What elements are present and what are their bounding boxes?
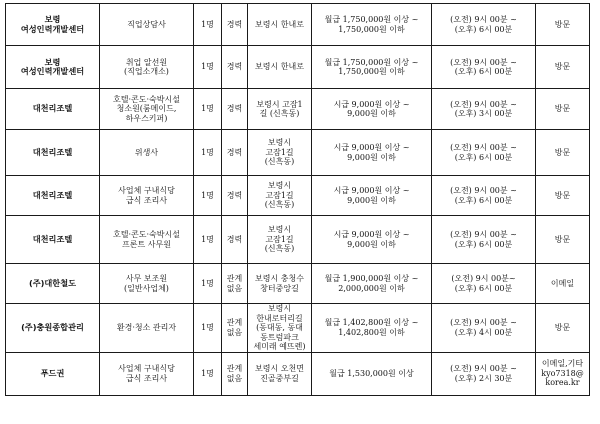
job-title-cell xyxy=(100,176,194,216)
location-cell-text: 길 (신흑동) xyxy=(259,109,300,118)
location-cell-text: (신흑동) xyxy=(264,200,295,210)
headcount-cell-text: 1명 xyxy=(201,147,214,157)
working-hours-cell-text: (오후) 3시 00분 xyxy=(454,109,513,118)
company-cell-text: 보령 xyxy=(44,56,61,67)
job-title-cell xyxy=(100,46,194,89)
company-cell-text: 푸드권 xyxy=(40,367,65,378)
headcount-cell-text: 1명 xyxy=(201,190,214,200)
pay-cell-text: 시급 9,000원 이상 ~ xyxy=(333,143,410,152)
pay-cell xyxy=(312,176,432,216)
location-cell-text: 보령시 xyxy=(267,181,292,191)
application-method-cell-text: 방문 xyxy=(554,62,571,72)
application-method-cell-text: 방문 xyxy=(554,19,571,29)
location-cell-text: (신흑동) xyxy=(264,244,295,254)
job-title-cell-text: 하우스키퍼) xyxy=(125,113,168,123)
job-title-cell-text: 호텔·콘도·숙박시설 xyxy=(113,230,180,239)
experience-cell xyxy=(222,176,248,216)
experience-cell-text: 관계 xyxy=(226,318,243,328)
job-title-cell-text: 환경·청소 관리자 xyxy=(116,323,177,332)
headcount-cell-text: 1명 xyxy=(201,278,214,288)
application-method-cell xyxy=(536,130,590,176)
experience-cell-text: 경력 xyxy=(226,147,243,157)
working-hours-cell-text: (오전) 9시 00분 ~ xyxy=(450,364,517,373)
experience-cell xyxy=(222,264,248,304)
working-hours-cell-text: (오후) 6시 00분 xyxy=(454,152,513,162)
table-row xyxy=(6,264,590,304)
location-cell-text: 보령시 오천면 xyxy=(255,364,304,373)
location-cell-text: 보령시 xyxy=(267,225,292,235)
pay-cell xyxy=(312,216,432,264)
pay-cell-text: 9,000원 이하 xyxy=(347,152,396,162)
location-cell-text: 창터중앙길 xyxy=(260,283,299,293)
table-row xyxy=(6,4,590,46)
job-title-cell-text: (직업소개소) xyxy=(124,67,169,76)
headcount-cell-text: 1명 xyxy=(201,19,214,29)
experience-cell xyxy=(222,352,248,395)
job-title-cell-text: 사무 보조원 xyxy=(125,274,168,283)
working-hours-cell xyxy=(432,130,536,176)
application-method-cell-text: 방문 xyxy=(554,234,571,244)
working-hours-cell-text: (오전) 9시 00분 ~ xyxy=(450,15,517,24)
experience-cell xyxy=(222,89,248,130)
company-cell-text: 대천리조텔 xyxy=(32,103,73,114)
company-cell-text: 대천리조텔 xyxy=(32,146,73,157)
location-cell-text: (신흑동) xyxy=(264,157,295,167)
headcount-cell xyxy=(194,304,222,353)
experience-cell-text: 없음 xyxy=(226,327,243,337)
working-hours-cell-text: (오전) 9시 00분 ~ xyxy=(450,57,517,67)
experience-cell-text: 경력 xyxy=(226,234,243,244)
experience-cell xyxy=(222,216,248,264)
company-cell-text: 여성인력개발센터 xyxy=(20,66,85,76)
pay-cell-text: 9,000원 이하 xyxy=(347,109,396,118)
job-title-cell-text: 취업 알선원 xyxy=(125,57,168,67)
working-hours-cell-text: (오후) 6시 00분 xyxy=(454,67,513,76)
company-cell-text: 여성인력개발센터 xyxy=(20,23,85,34)
pay-cell xyxy=(312,264,432,304)
working-hours-cell-text: (오전) 9시 00분 ~ xyxy=(450,99,517,109)
location-cell-text: (동대동, 동대 xyxy=(256,323,303,332)
working-hours-cell-text: (오후) 6시 00분 xyxy=(454,239,513,249)
company-cell xyxy=(6,89,100,130)
application-method-cell xyxy=(536,216,590,264)
table-row xyxy=(6,176,590,216)
location-cell xyxy=(248,176,312,216)
location-cell-text: 고잠1길 xyxy=(265,190,294,200)
pay-cell-text: 시급 9,000원 이상 ~ xyxy=(333,186,410,195)
working-hours-cell xyxy=(432,89,536,130)
working-hours-cell-text: (오후) 2시 30분 xyxy=(454,373,513,383)
job-title-cell-text: 청소원(룸메이드, xyxy=(116,104,177,114)
headcount-cell-text: 1명 xyxy=(201,234,214,244)
pay-cell-text: 9,000원 이하 xyxy=(347,239,396,249)
working-hours-cell xyxy=(432,46,536,89)
job-listing-table xyxy=(5,3,590,396)
application-method-cell xyxy=(536,4,590,46)
job-title-cell-text: 호텔·콘도·숙박시설 xyxy=(113,94,180,104)
pay-cell xyxy=(312,304,432,353)
location-cell xyxy=(248,4,312,46)
job-title-cell xyxy=(100,352,194,395)
working-hours-cell xyxy=(432,304,536,353)
location-cell-text: 보령시 고잠1 xyxy=(256,99,303,109)
location-cell xyxy=(248,46,312,89)
pay-cell-text: 1,402,800원 이하 xyxy=(338,327,405,337)
application-method-cell-text: kyo7318@ xyxy=(541,368,584,378)
location-cell-text: 보령시 한내로 xyxy=(255,62,304,72)
working-hours-cell-text: (오후) 6시 00분 xyxy=(454,24,513,34)
headcount-cell-text: 1명 xyxy=(201,323,214,332)
pay-cell-text: 월급 1,750,000원 이상 ~ xyxy=(324,15,419,24)
table-row xyxy=(6,46,590,89)
headcount-cell xyxy=(194,130,222,176)
location-cell-text: 동트럼파크 xyxy=(260,332,299,342)
job-title-cell-text: 위생사 xyxy=(134,147,159,157)
table-row xyxy=(6,130,590,176)
pay-cell-text: 시급 9,000원 이상 ~ xyxy=(333,99,410,109)
application-method-cell-text: 이메일 xyxy=(550,278,575,288)
location-cell-text: 고잠1길 xyxy=(265,147,294,157)
table-row xyxy=(6,304,590,353)
pay-cell xyxy=(312,89,432,130)
company-cell-text: 보령 xyxy=(44,14,61,24)
job-title-cell xyxy=(100,89,194,130)
headcount-cell xyxy=(194,46,222,89)
location-cell xyxy=(248,216,312,264)
experience-cell-text: 경력 xyxy=(226,190,243,200)
job-title-cell xyxy=(100,4,194,46)
location-cell xyxy=(248,264,312,304)
experience-cell xyxy=(222,4,248,46)
pay-cell-text: 월급 1,750,000원 이상 ~ xyxy=(324,57,419,67)
headcount-cell-text: 1명 xyxy=(201,62,214,72)
pay-cell xyxy=(312,130,432,176)
working-hours-cell-text: (오전) 9시 00분 ~ xyxy=(450,230,517,239)
location-cell-text: 한내로터리길 xyxy=(256,313,303,323)
company-cell xyxy=(6,304,100,353)
working-hours-cell-text: (오후) 6시 00분 xyxy=(454,195,513,205)
working-hours-cell xyxy=(432,4,536,46)
experience-cell-text: 없음 xyxy=(226,283,243,293)
application-method-cell-text: 이메일,기타 xyxy=(541,359,584,369)
working-hours-cell-text: (오후) 6시 00분 xyxy=(454,283,513,293)
location-cell-text: 보령시 xyxy=(267,138,292,148)
company-cell xyxy=(6,46,100,89)
application-method-cell xyxy=(536,46,590,89)
job-title-cell xyxy=(100,264,194,304)
job-title-cell xyxy=(100,216,194,264)
working-hours-cell xyxy=(432,264,536,304)
job-title-cell xyxy=(100,304,194,353)
location-cell-text: 고잠1길 xyxy=(265,234,294,244)
application-method-cell-text: korea.kr xyxy=(545,378,580,388)
pay-cell xyxy=(312,4,432,46)
working-hours-cell-text: (오전) 9시 00분~ xyxy=(451,274,516,283)
headcount-cell xyxy=(194,4,222,46)
company-cell-text: 대천리조텔 xyxy=(32,233,73,244)
location-cell xyxy=(248,89,312,130)
working-hours-cell xyxy=(432,216,536,264)
application-method-cell-text: 방문 xyxy=(554,147,571,157)
experience-cell-text: 경력 xyxy=(226,19,243,29)
pay-cell-text: 월급 1,900,000원 이상 ~ xyxy=(324,274,419,283)
job-listing-rows xyxy=(6,4,590,396)
headcount-cell xyxy=(194,89,222,130)
job-title-cell-text: 사업체 구내식당 xyxy=(118,186,175,195)
company-cell xyxy=(6,352,100,395)
job-title-cell-text: 직업상담사 xyxy=(127,19,166,29)
working-hours-cell-text: (오후) 4시 00분 xyxy=(454,327,513,337)
company-cell xyxy=(6,264,100,304)
headcount-cell xyxy=(194,176,222,216)
experience-cell-text: 경력 xyxy=(226,104,243,114)
location-cell xyxy=(248,304,312,353)
location-cell-text: 세미래 예뜨렌) xyxy=(253,342,306,351)
application-method-cell-text: 방문 xyxy=(554,190,571,200)
headcount-cell-text: 1명 xyxy=(201,104,214,114)
experience-cell xyxy=(222,46,248,89)
location-cell xyxy=(248,352,312,395)
company-cell xyxy=(6,176,100,216)
application-method-cell xyxy=(536,304,590,353)
company-cell xyxy=(6,216,100,264)
working-hours-cell-text: (오전) 9시 00분 ~ xyxy=(450,186,517,195)
pay-cell-text: 시급 9,000원 이상 ~ xyxy=(333,230,410,239)
location-cell-text: 진골중부길 xyxy=(260,373,299,383)
job-listing-sheet xyxy=(5,3,590,396)
experience-cell xyxy=(222,304,248,353)
experience-cell-text: 관계 xyxy=(226,364,243,373)
job-title-cell-text: 급식 조리사 xyxy=(125,195,168,205)
headcount-cell xyxy=(194,264,222,304)
working-hours-cell xyxy=(432,352,536,395)
pay-cell xyxy=(312,352,432,395)
job-title-cell-text: 급식 조리사 xyxy=(125,373,168,383)
location-cell-text: 보령시 한내로 xyxy=(255,19,304,29)
pay-cell-text: 월급 1,530,000원 이상 xyxy=(329,368,414,378)
experience-cell-text: 없음 xyxy=(226,373,243,383)
pay-cell-text: 9,000원 이하 xyxy=(347,195,396,205)
job-title-cell xyxy=(100,130,194,176)
location-cell-text: 보령시 충청수 xyxy=(255,274,304,283)
table-row xyxy=(6,216,590,264)
application-method-cell-text: 방문 xyxy=(554,104,571,114)
location-cell-text: 보령시 xyxy=(267,304,292,313)
pay-cell-text: 2,000,000원 이하 xyxy=(338,283,405,293)
job-title-cell-text: 프론트 사무원 xyxy=(122,239,171,249)
company-cell-text: (주)대한철도 xyxy=(28,277,77,288)
application-method-cell xyxy=(536,264,590,304)
job-title-cell-text: 사업체 구내식당 xyxy=(118,364,175,373)
experience-cell xyxy=(222,130,248,176)
company-cell xyxy=(6,130,100,176)
location-cell xyxy=(248,130,312,176)
working-hours-cell-text: (오전) 9시 00분 ~ xyxy=(450,318,517,328)
company-cell xyxy=(6,4,100,46)
table-row xyxy=(6,352,590,395)
job-title-cell-text: (일반사업체) xyxy=(124,283,169,293)
application-method-cell xyxy=(536,352,590,395)
table-row xyxy=(6,89,590,130)
experience-cell-text: 관계 xyxy=(226,274,243,283)
company-cell-text: (주)충원종합관리 xyxy=(21,322,84,332)
application-method-cell xyxy=(536,176,590,216)
working-hours-cell-text: (오전) 9시 00분 ~ xyxy=(450,143,517,152)
working-hours-cell xyxy=(432,176,536,216)
pay-cell-text: 1,750,000원 이하 xyxy=(338,67,405,76)
experience-cell-text: 경력 xyxy=(226,62,243,72)
pay-cell xyxy=(312,46,432,89)
headcount-cell xyxy=(194,352,222,395)
company-cell-text: 대천리조텔 xyxy=(32,189,73,200)
headcount-cell xyxy=(194,216,222,264)
pay-cell-text: 월급 1,402,800원 이상 ~ xyxy=(324,318,419,328)
application-method-cell-text: 방문 xyxy=(554,323,571,332)
pay-cell-text: 1,750,000원 이하 xyxy=(338,24,405,34)
application-method-cell xyxy=(536,89,590,130)
headcount-cell-text: 1명 xyxy=(201,368,214,378)
